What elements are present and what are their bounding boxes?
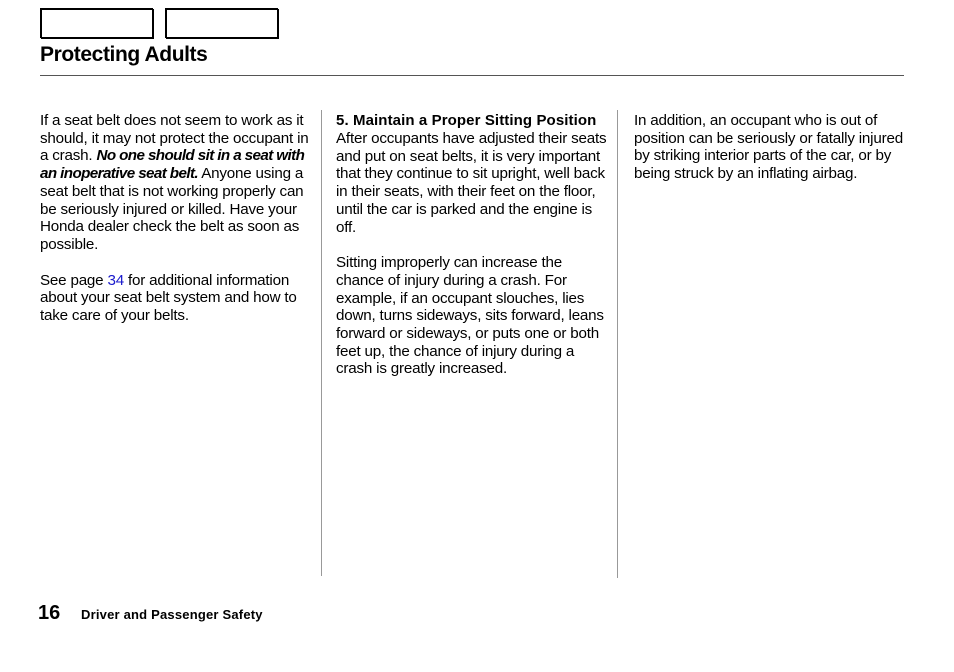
right-column — [634, 112, 910, 183]
previous-page-button[interactable] — [40, 8, 153, 38]
title-divider — [40, 75, 904, 76]
step-number: 5. — [336, 112, 349, 129]
warning-intro-text: If a seat belt does not seem to work as it should, it may not protect the occupant in a crash. — [40, 112, 309, 165]
column-divider — [321, 110, 322, 576]
page-title: Protecting Adults — [40, 43, 208, 66]
left-column — [40, 112, 312, 325]
section-name: Driver and Passenger Safety — [81, 607, 263, 622]
sitting-position-paragraph: After occupants have adjusted their seats and put on seat belts, it is very important that they continue to sit upright, well back in their seats, with their feet on the floor, until the car is parked and the engine is off. — [336, 130, 607, 236]
out-of-position-paragraph: In addition, an occupant who is out of position can be seriously or fatally injured by striking interior parts of the car, or by being struck by an inflating airbag. — [634, 112, 903, 183]
page-34-link[interactable]: 34 — [107, 271, 124, 289]
improper-sitting-paragraph: Sitting improperly can increase the chance of injury during a crash. For example, if an occupant slouches, lies down, turns sideways, sits forward, leans forward or sideways, or puts one or both feet up, the chance of injury during a crash is greatly increased. — [336, 254, 604, 378]
see-page-paragraph — [40, 272, 312, 325]
column-divider — [617, 110, 618, 578]
middle-column — [336, 112, 612, 378]
next-page-button[interactable] — [165, 8, 278, 38]
see-page-text: See page — [40, 271, 108, 289]
see-page-followup-text: for additional information about your seat belt system and how to take care of your belts. — [40, 271, 297, 325]
inoperative-belt-warning: No one should sit in a seat with an inoperative seat belt. — [40, 147, 305, 183]
warning-followup-text: Anyone using a seat belt that is not working properly can be seriously injured or killed. Have your Honda dealer check the belt as soon as possible. — [40, 165, 304, 253]
page-number: 16 — [38, 602, 61, 624]
step-heading — [336, 112, 612, 129]
seat-belt-warning-paragraph — [40, 112, 312, 254]
step-title: Maintain a Proper Sitting Position — [353, 112, 597, 129]
